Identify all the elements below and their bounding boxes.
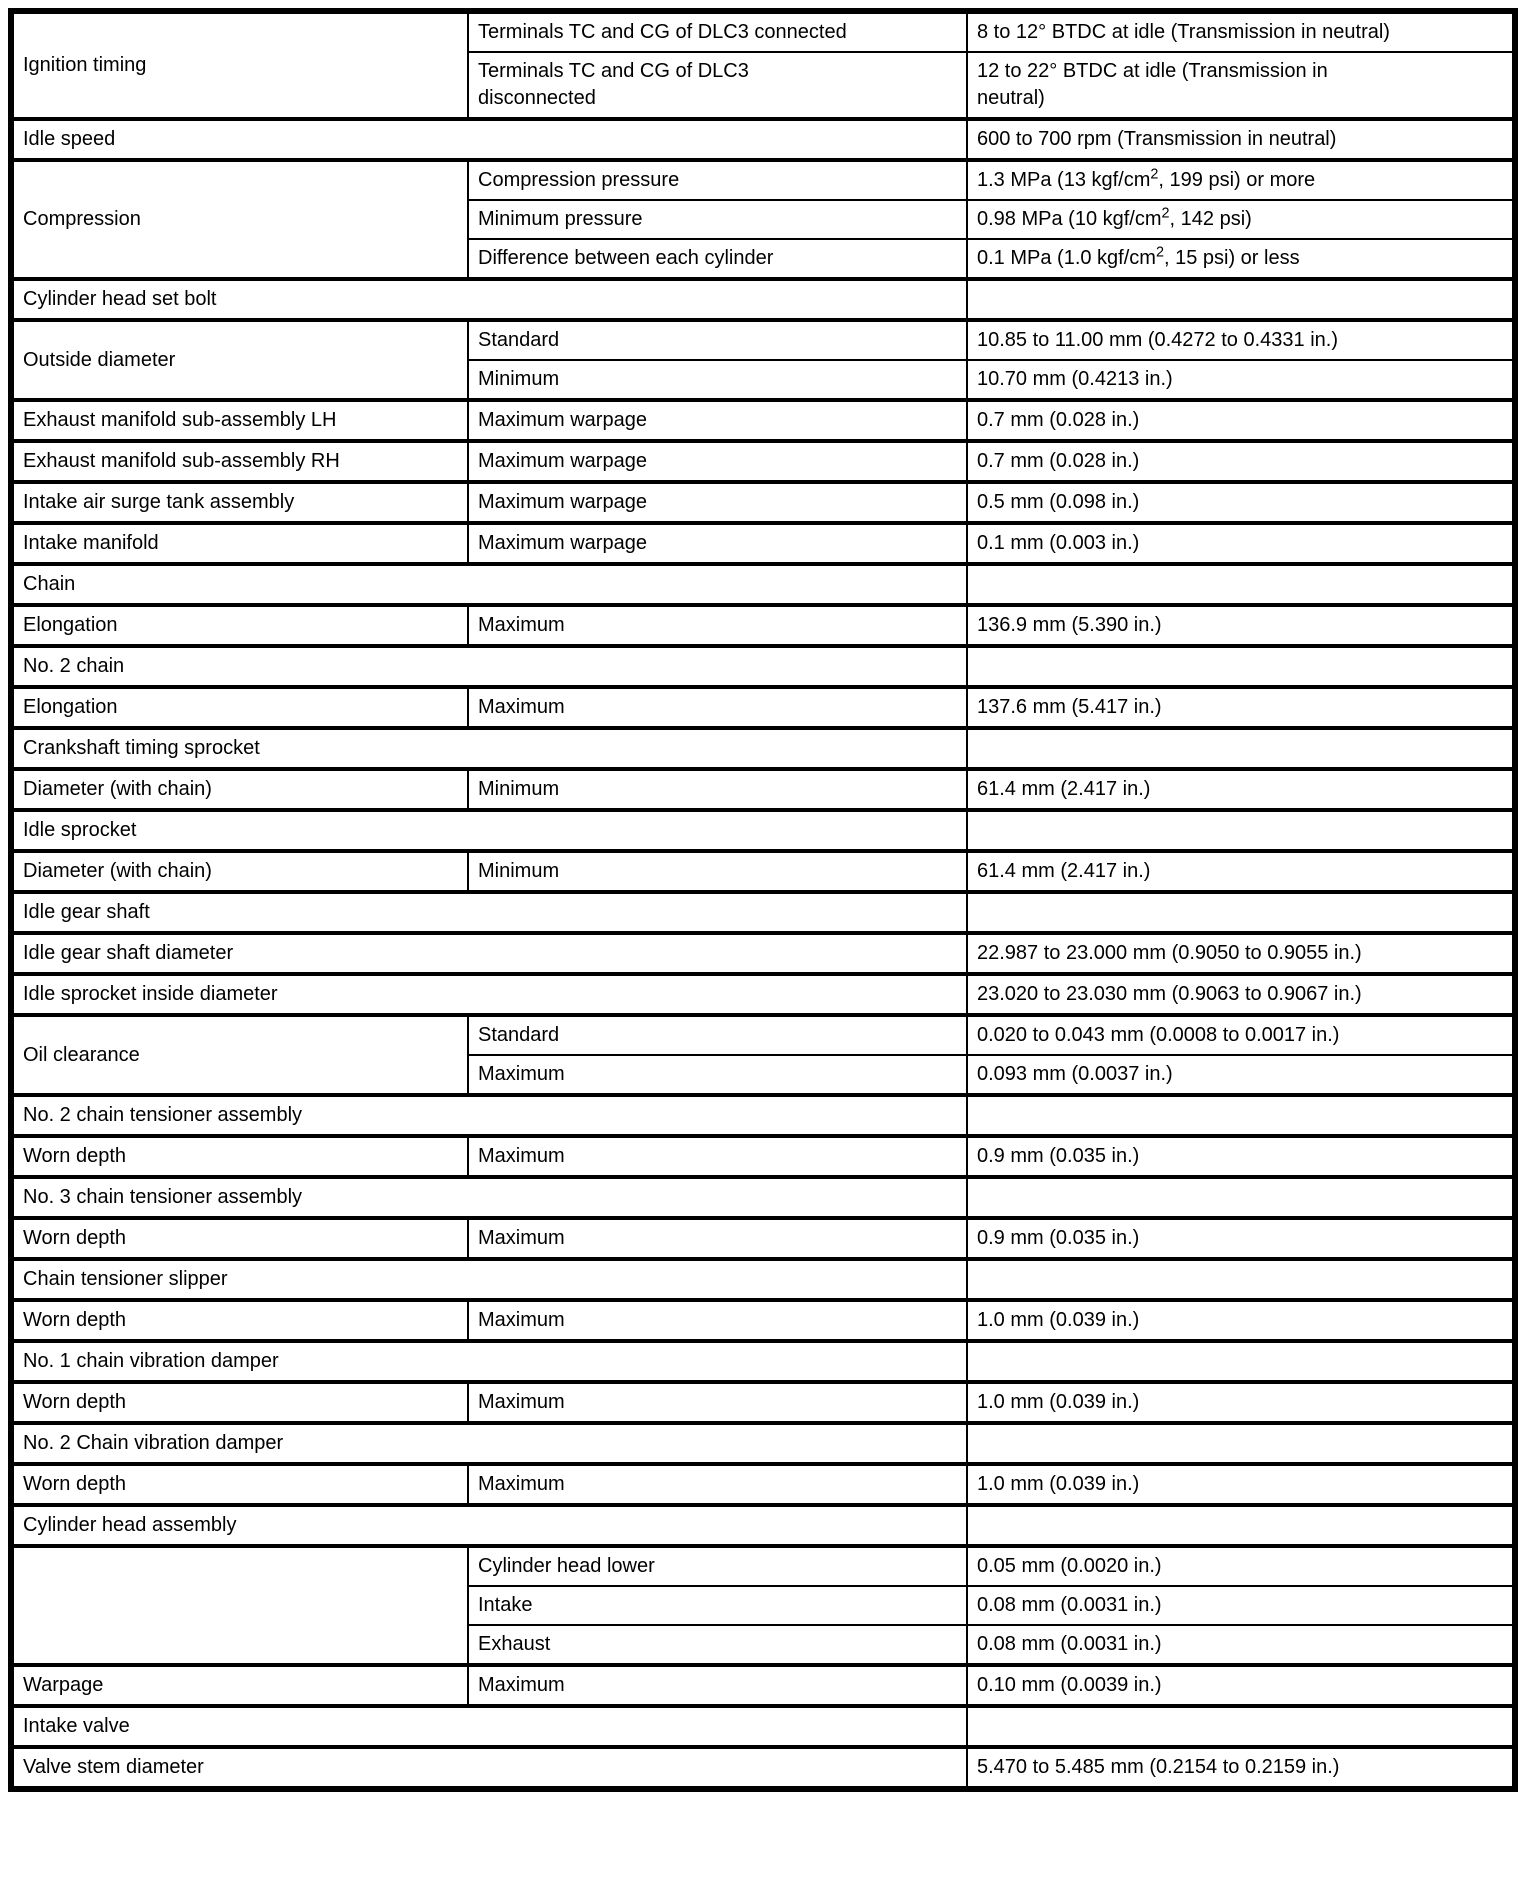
table-row <box>11 1423 1515 1464</box>
table-row <box>11 1665 1515 1706</box>
item-cell: Terminals TC and CG of DLC3 connected <box>468 11 967 52</box>
spec-cell <box>967 279 1515 320</box>
spec-cell <box>967 1259 1515 1300</box>
spec-cell <box>967 1505 1515 1546</box>
spec-cell: 0.1 MPa (1.0 kgf/$cm^2$, 15 psi) or less <box>967 239 1515 279</box>
table-row <box>11 933 1515 974</box>
table-row <box>11 1015 1515 1055</box>
item-cell: Exhaust <box>468 1625 967 1665</box>
spec-cell: 8 to 12° BTDC at idle (Transmission in neutral) <box>967 11 1515 52</box>
item-cell: Compression pressure <box>468 160 967 200</box>
component-cell: Worn depth <box>11 1382 468 1423</box>
table-row <box>11 564 1515 605</box>
spec-cell: 1.3 MPa (13 kgf/$cm^2$, 199 psi) or more <box>967 160 1515 200</box>
spec-cell: 137.6 mm (5.417 in.) <box>967 687 1515 728</box>
spec-cell <box>967 646 1515 687</box>
spec-cell: 0.05 mm (0.0020 in.) <box>967 1546 1515 1586</box>
spec-cell <box>967 810 1515 851</box>
spec-cell: 136.9 mm (5.390 in.) <box>967 605 1515 646</box>
spec-cell: 0.10 mm (0.0039 in.) <box>967 1665 1515 1706</box>
table-row <box>11 1747 1515 1789</box>
table-row <box>11 646 1515 687</box>
item-cell: Difference between each cylinder <box>468 239 967 279</box>
component-cell: Chain <box>11 564 967 605</box>
component-cell: No. 1 chain vibration damper <box>11 1341 967 1382</box>
item-cell: Maximum <box>468 1300 967 1341</box>
table-row <box>11 482 1515 523</box>
spec-cell: 61.4 mm (2.417 in.) <box>967 769 1515 810</box>
table-row <box>11 974 1515 1015</box>
component-cell: Exhaust manifold sub-assembly LH <box>11 400 468 441</box>
spec-cell <box>967 728 1515 769</box>
spec-cell: 0.1 mm (0.003 in.) <box>967 523 1515 564</box>
item-cell: Maximum <box>468 687 967 728</box>
component-cell: Worn depth <box>11 1300 468 1341</box>
table-row <box>11 1382 1515 1423</box>
component-cell: No. 2 chain <box>11 646 967 687</box>
table-row <box>11 1706 1515 1747</box>
component-cell: Idle gear shaft diameter <box>11 933 967 974</box>
item-cell: Minimum <box>468 360 967 400</box>
component-cell: No. 2 Chain vibration damper <box>11 1423 967 1464</box>
spec-cell: 0.7 mm (0.028 in.) <box>967 441 1515 482</box>
spec-cell: 12 to 22° BTDC at idle (Transmission in neutral) <box>967 52 1515 119</box>
component-cell: Idle sprocket <box>11 810 967 851</box>
table-row <box>11 320 1515 360</box>
table-row <box>11 892 1515 933</box>
component-cell: Worn depth <box>11 1136 468 1177</box>
spec-cell: 0.7 mm (0.028 in.) <box>967 400 1515 441</box>
table-row <box>11 1177 1515 1218</box>
component-cell: Intake valve <box>11 1706 967 1747</box>
component-cell: Idle speed <box>11 119 967 160</box>
spec-cell <box>967 1423 1515 1464</box>
table-row <box>11 1300 1515 1341</box>
spec-cell: 0.08 mm (0.0031 in.) <box>967 1625 1515 1665</box>
component-cell: Ignition timing <box>11 11 468 119</box>
item-cell: Maximum warpage <box>468 400 967 441</box>
component-cell: Elongation <box>11 605 468 646</box>
table-row <box>11 1341 1515 1382</box>
spec-table <box>8 8 1518 1792</box>
item-cell: Maximum <box>468 1382 967 1423</box>
table-row <box>11 1259 1515 1300</box>
component-cell: Intake air surge tank assembly <box>11 482 468 523</box>
spec-cell: 5.470 to 5.485 mm (0.2154 to 0.2159 in.) <box>967 1747 1515 1789</box>
spec-cell: 0.093 mm (0.0037 in.) <box>967 1055 1515 1095</box>
spec-cell: 600 to 700 rpm (Transmission in neutral) <box>967 119 1515 160</box>
item-cell: Maximum <box>468 605 967 646</box>
spec-cell: 10.70 mm (0.4213 in.) <box>967 360 1515 400</box>
component-cell: Outside diameter <box>11 320 468 400</box>
item-cell: Maximum <box>468 1136 967 1177</box>
spec-cell: 1.0 mm (0.039 in.) <box>967 1382 1515 1423</box>
spec-cell: 0.9 mm (0.035 in.) <box>967 1136 1515 1177</box>
table-row <box>11 851 1515 892</box>
item-cell: Terminals TC and CG of DLC3 disconnected <box>468 52 967 119</box>
spec-cell <box>967 1095 1515 1136</box>
table-row <box>11 119 1515 160</box>
component-cell: Chain tensioner slipper <box>11 1259 967 1300</box>
table-row <box>11 687 1515 728</box>
item-cell: Minimum <box>468 851 967 892</box>
table-row <box>11 11 1515 52</box>
spec-cell: 0.020 to 0.043 mm (0.0008 to 0.0017 in.) <box>967 1015 1515 1055</box>
spec-cell: 0.5 mm (0.098 in.) <box>967 482 1515 523</box>
item-cell: Standard <box>468 1015 967 1055</box>
spec-cell: 10.85 to 11.00 mm (0.4272 to 0.4331 in.) <box>967 320 1515 360</box>
item-cell: Standard <box>468 320 967 360</box>
item-cell: Maximum <box>468 1055 967 1095</box>
table-row <box>11 1095 1515 1136</box>
item-cell: Minimum <box>468 769 967 810</box>
component-cell: Elongation <box>11 687 468 728</box>
component-cell: Compression <box>11 160 468 279</box>
table-row <box>11 605 1515 646</box>
spec-cell <box>967 1706 1515 1747</box>
table-row <box>11 441 1515 482</box>
component-cell: No. 3 chain tensioner assembly <box>11 1177 967 1218</box>
component-cell: No. 2 chain tensioner assembly <box>11 1095 967 1136</box>
component-cell: Oil clearance <box>11 1015 468 1095</box>
spec-cell: 23.020 to 23.030 mm (0.9063 to 0.9067 in.) <box>967 974 1515 1015</box>
spec-cell <box>967 1177 1515 1218</box>
table-row <box>11 1505 1515 1546</box>
spec-cell: 0.98 MPa (10 kgf/$cm^2$, 142 psi) <box>967 200 1515 239</box>
item-cell: Maximum warpage <box>468 482 967 523</box>
spec-cell: 22.987 to 23.000 mm (0.9050 to 0.9055 in.) <box>967 933 1515 974</box>
component-cell: Diameter (with chain) <box>11 769 468 810</box>
component-cell: Exhaust manifold sub-assembly RH <box>11 441 468 482</box>
component-cell: Crankshaft timing sprocket <box>11 728 967 769</box>
spec-cell: 0.08 mm (0.0031 in.) <box>967 1586 1515 1625</box>
item-cell: Maximum warpage <box>468 523 967 564</box>
spec-cell <box>967 1341 1515 1382</box>
component-cell: Intake manifold <box>11 523 468 564</box>
table-row <box>11 279 1515 320</box>
table-row <box>11 1546 1515 1586</box>
table-row <box>11 728 1515 769</box>
component-cell: Valve stem diameter <box>11 1747 967 1789</box>
table-row <box>11 1136 1515 1177</box>
component-cell: Cylinder head set bolt <box>11 279 967 320</box>
spec-cell <box>967 564 1515 605</box>
table-row <box>11 810 1515 851</box>
item-cell: Maximum <box>468 1218 967 1259</box>
item-cell: Maximum warpage <box>468 441 967 482</box>
component-cell: Warpage <box>11 1665 468 1706</box>
table-row <box>11 160 1515 200</box>
item-cell: Maximum <box>468 1464 967 1505</box>
spec-cell: 0.9 mm (0.035 in.) <box>967 1218 1515 1259</box>
spec-table-body <box>11 11 1515 1789</box>
component-cell <box>11 1546 468 1665</box>
spec-cell: 1.0 mm (0.039 in.) <box>967 1464 1515 1505</box>
table-row <box>11 523 1515 564</box>
component-cell: Cylinder head assembly <box>11 1505 967 1546</box>
table-row <box>11 769 1515 810</box>
table-row <box>11 1218 1515 1259</box>
spec-cell: 1.0 mm (0.039 in.) <box>967 1300 1515 1341</box>
spec-cell <box>967 892 1515 933</box>
component-cell: Idle sprocket inside diameter <box>11 974 967 1015</box>
table-row <box>11 400 1515 441</box>
item-cell: Maximum <box>468 1665 967 1706</box>
spec-cell: 61.4 mm (2.417 in.) <box>967 851 1515 892</box>
item-cell: Intake <box>468 1586 967 1625</box>
component-cell: Idle gear shaft <box>11 892 967 933</box>
component-cell: Diameter (with chain) <box>11 851 468 892</box>
component-cell: Worn depth <box>11 1218 468 1259</box>
item-cell: Minimum pressure <box>468 200 967 239</box>
table-row <box>11 1464 1515 1505</box>
component-cell: Worn depth <box>11 1464 468 1505</box>
item-cell: Cylinder head lower <box>468 1546 967 1586</box>
